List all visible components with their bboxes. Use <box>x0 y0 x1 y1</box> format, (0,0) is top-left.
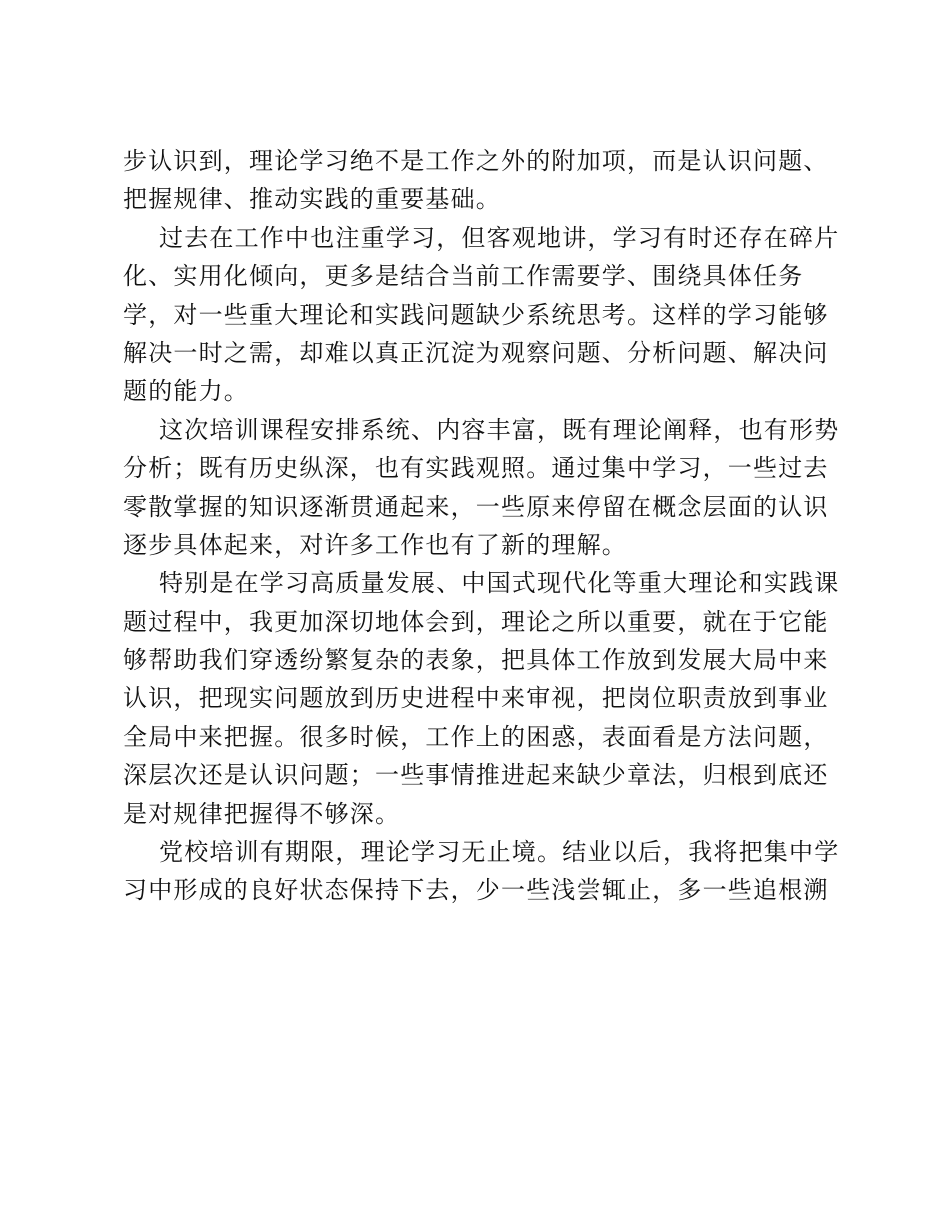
text-line: 零散掌握的知识逐渐贯通起来，一些原来停留在概念层面的认识 <box>123 492 829 521</box>
text-line: 把握规律、推动实践的重要基础。 <box>123 185 501 214</box>
text-line: 是对规律把握得不够深。 <box>123 799 401 828</box>
paragraph-first-line: 这次培训课程安排系统、内容丰富，既有理论阐释，也有形势 <box>159 415 840 444</box>
paragraph-first-line: 特别是在学习高质量发展、中国式现代化等重大理论和实践课 <box>159 569 840 598</box>
text-line: 够帮助我们穿透纷繁复杂的表象，把具体工作放到发展大局中来 <box>123 646 829 675</box>
paragraph-first-line: 过去在工作中也注重学习，但客观地讲，学习有时还存在碎片 <box>159 223 840 252</box>
text-line: 步认识到，理论学习绝不是工作之外的附加项，而是认识问题、 <box>123 147 829 175</box>
text-line: 深层次还是认识问题；一些事情推进起来缺少章法，归根到底还 <box>123 761 829 790</box>
text-line: 习中形成的良好状态保持下去，少一些浅尝辄止，多一些追根溯 <box>123 876 829 905</box>
text-line: 化、实用化倾向，更多是结合当前工作需要学、围绕具体任务 <box>123 262 804 291</box>
document-body <box>123 142 840 910</box>
text-line: 分析；既有历史纵深，也有实践观照。通过集中学习，一些过去 <box>123 454 829 483</box>
paragraph-first-line: 党校培训有期限，理论学习无止境。结业以后，我将把集中学 <box>159 838 840 867</box>
text-line: 学，对一些重大理论和实践问题缺少系统思考。这样的学习能够 <box>123 300 829 329</box>
text-line: 认识，把现实问题放到历史进程中来审视，把岗位职责放到事业 <box>123 684 829 713</box>
text-line: 题过程中，我更加深切地体会到，理论之所以重要，就在于它能 <box>123 607 829 636</box>
text-line: 逐步具体起来，对许多工作也有了新的理解。 <box>123 530 627 559</box>
text-line: 全局中来把握。很多时候，工作上的困惑，表面看是方法问题， <box>123 722 829 751</box>
text-line: 解决一时之需，却难以真正沉淀为观察问题、分析问题、解决问 <box>123 338 829 367</box>
text-line: 题的能力。 <box>123 377 249 406</box>
